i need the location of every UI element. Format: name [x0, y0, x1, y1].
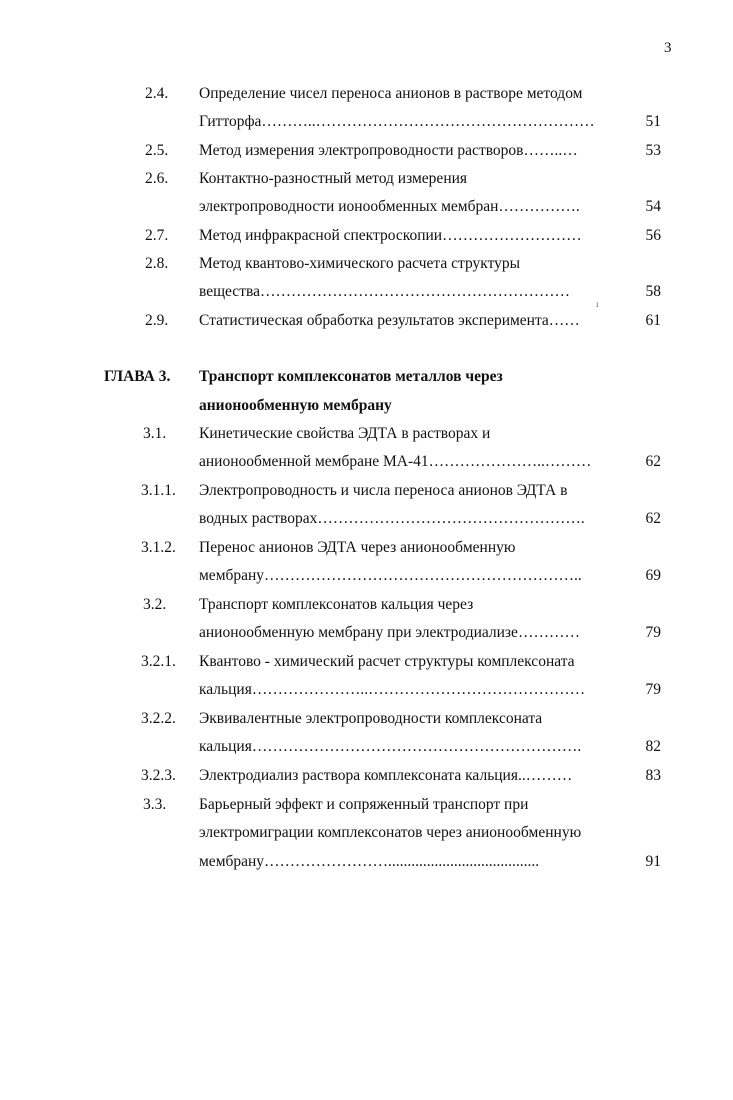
toc-entry-text: водных растворах…………………………………………….	[199, 510, 585, 527]
toc-entry-text: кальция……………………………………………………….	[199, 738, 582, 755]
toc-entry-page: 79	[645, 624, 661, 641]
toc-entry-page: 91	[645, 853, 661, 870]
toc-entry-text: электропроводности ионообменных мембран…………….	[199, 198, 580, 215]
toc-entry-page: 62	[645, 510, 661, 527]
toc-entry-text: электромиграции комплексонатов через анионообменную	[199, 824, 582, 841]
toc-entry-text: Электропроводность и числа переноса анионов ЭДТА в	[199, 482, 568, 499]
toc-entry-number: 2.7.	[145, 227, 169, 244]
toc-entry-text: Эквивалентные электропроводности комплексоната	[199, 710, 543, 727]
toc-entry-text: Электродиализ раствора комплексоната кальция..………	[199, 767, 573, 784]
toc-entry-text: Определение чисел переноса анионов в растворе методом	[199, 85, 583, 102]
toc-entry-text: мембрану…………………….......................................	[199, 853, 540, 870]
toc-entry-text: Метод измерения электропроводности растворов……..…	[199, 142, 578, 159]
toc-entry-page: 56	[645, 227, 661, 244]
toc-entry-number: 2.9.	[145, 312, 169, 329]
toc-entry-number: 3.1.1.	[141, 482, 176, 499]
page-number: 3	[664, 40, 672, 56]
toc-entry-page: 61	[645, 312, 661, 329]
toc-entry-number: 3.2.1.	[141, 653, 176, 670]
toc-entry-text: Барьерный эффект и сопряженный транспорт при	[199, 796, 529, 813]
toc-entry-text: Перенос анионов ЭДТА через анионообменную	[199, 539, 516, 556]
toc-entry-text: Метод квантово-химического расчета структуры	[199, 255, 521, 272]
chapter-title: анионообменную мембрану	[199, 397, 392, 414]
toc-entry-number: 2.5.	[145, 142, 169, 159]
toc-entry-text: Квантово - химический расчет структуры комплексоната	[199, 653, 575, 670]
toc-entry-text: кальция…………………..……………………………………	[199, 681, 586, 698]
toc-entry-text: вещества……………………………………………………	[199, 283, 570, 300]
toc-entry-page: 53	[645, 142, 661, 159]
toc-entry-text: Статистическая обработка результатов эксперимента……	[199, 312, 580, 329]
toc-entry-number: 3.3.	[143, 796, 167, 813]
chapter-title: Транспорт комплексонатов металлов через	[199, 368, 503, 385]
toc-entry-text: мембрану……………………………………………………..	[199, 567, 582, 584]
toc-entry-page: 54	[645, 198, 661, 215]
toc-entry-text: Гитторфа………..………………………………………………	[199, 113, 595, 130]
toc-entry-text: Транспорт комплексонатов кальция через	[199, 596, 474, 613]
toc-entry-page: 79	[645, 681, 661, 698]
toc-entry-number: 3.2.2.	[141, 710, 176, 727]
toc-entry-page: 69	[645, 567, 661, 584]
scan-mark: ı	[596, 299, 599, 309]
toc-entry-number: 2.8.	[145, 255, 169, 272]
toc-entry-text: Кинетические свойства ЭДТА в растворах и	[199, 425, 491, 442]
toc-entry-page: 83	[645, 767, 661, 784]
toc-entry-number: 3.1.2.	[141, 539, 176, 556]
toc-entry-number: 3.2.	[143, 596, 167, 613]
toc-entry-text: анионообменную мембрану при электродиализе…………	[199, 624, 580, 641]
toc-entry-page: 58	[645, 283, 661, 300]
toc-entry-number: 2.6.	[145, 170, 169, 187]
toc-entry-number: 2.4.	[145, 85, 169, 102]
toc-entry-page: 51	[645, 113, 661, 130]
toc-entry-text: Метод инфракрасной спектроскопии………………………	[199, 227, 582, 244]
toc-entry-number: 3.1.	[143, 425, 167, 442]
chapter-label: ГЛАВА 3.	[104, 368, 171, 385]
toc-entry-page: 82	[645, 738, 661, 755]
toc-entry-text: анионообменной мембране МА-41…………………..………	[199, 453, 592, 470]
toc-entry-page: 62	[645, 453, 661, 470]
toc-entry-text: Контактно-разностный метод измерения	[199, 170, 468, 187]
toc-entry-number: 3.2.3.	[141, 767, 176, 784]
